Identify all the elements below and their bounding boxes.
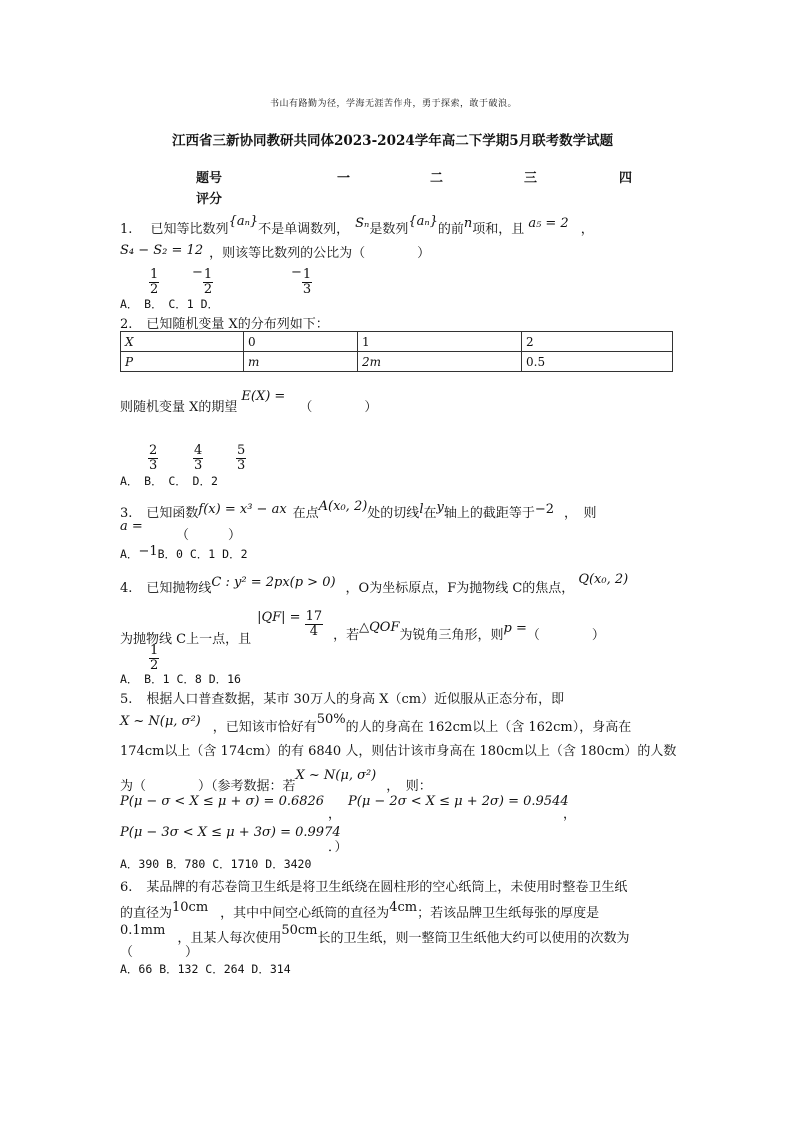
q6-math-50: 50cm — [281, 923, 318, 938]
q2-frac-b — [193, 444, 203, 472]
q1-math-an2: {aₙ} — [408, 214, 438, 229]
q4-line2 — [120, 601, 605, 647]
q2-frac-c — [236, 444, 246, 472]
q4-math-c: C : y² = 2px(p > 0) — [211, 575, 336, 590]
q4-text-3: 为抛物线 C上一点，且 — [120, 631, 252, 647]
q1-math-an: {aₙ} — [228, 214, 259, 229]
q4-frac-a — [149, 644, 159, 672]
page-title: 江西省三新协同教研共同体2023-2024学年高二下学期5月联考数学试题 — [172, 133, 614, 149]
distribution-table — [120, 331, 673, 372]
q1-text-2: 不是单调数列， — [258, 222, 350, 237]
q4-frac-a-den: 2 — [150, 657, 159, 673]
table-cell: 0.5 — [522, 352, 673, 372]
q2-paren: （ ） — [299, 400, 378, 415]
q1-frac-b-sign: − — [192, 264, 203, 280]
q1-math-n: n — [463, 216, 473, 231]
score-col-1: 一 — [337, 171, 351, 186]
q3-text-5: 轴上的截距等于 — [443, 506, 535, 521]
q3-math-pt: A(x₀, 2) — [318, 499, 368, 514]
q6-text-2a: 的直径为 — [120, 906, 173, 921]
q5-line1 — [120, 688, 564, 707]
q3-options — [120, 546, 248, 562]
q5-number: 5. — [120, 692, 133, 707]
q6-line4: （ ） — [120, 945, 199, 960]
q2-line1 — [120, 313, 329, 332]
q6-line3 — [120, 919, 630, 946]
table-row — [121, 332, 673, 352]
q6-line1 — [120, 876, 627, 895]
q1-options: A． B． C．1 D． — [120, 297, 220, 311]
q6-text-2b: ，其中中间空心纸筒的直径为 — [220, 906, 390, 921]
q5-line2 — [120, 712, 632, 735]
q3-text-4: 在 — [423, 506, 437, 521]
q5-text-4a: 为（ ）（参考数据：若 — [120, 779, 296, 794]
q2-frac-a-den: 3 — [149, 457, 158, 473]
table-cell: 1 — [358, 332, 522, 352]
q4-number: 4. — [120, 581, 133, 596]
q5-text-4b: ， 则： — [386, 779, 432, 794]
table-cell: 0 — [244, 332, 358, 352]
q1-frac-d-den: 3 — [302, 281, 312, 297]
q3-math-a: a = — [120, 519, 143, 534]
q2-frac-b-den: 3 — [194, 457, 203, 473]
q4-text-4: ，若 — [333, 627, 360, 643]
q5-prob-2: P(μ − 2σ < X ≤ μ + 2σ) = 0.9544 — [348, 794, 569, 809]
q1-text: 已知等比数列 — [150, 222, 229, 237]
q3-opt-a-value: −1 — [138, 544, 158, 559]
q1-frac-a — [149, 268, 159, 296]
score-col-3: 三 — [524, 171, 538, 186]
q1-math-s: S₄ − S₂ = 12 — [120, 243, 204, 258]
q2-frac-c-num: 5 — [237, 443, 246, 458]
q5-options: A．390 B．780 C．1710 D．3420 — [120, 857, 312, 871]
q3-math-f: f(x) = x³ − ax — [198, 502, 287, 517]
q5-comma-2: ， — [563, 807, 577, 822]
q4-text: 已知抛物线 — [146, 581, 212, 596]
score-col-2: 二 — [430, 171, 444, 186]
score-col-4: 四 — [619, 171, 633, 186]
table-cell: P — [121, 352, 244, 372]
q6-number: 6. — [120, 880, 133, 895]
q6-math-10: 10cm — [172, 900, 209, 915]
q3-paren: （ ） — [176, 528, 242, 543]
q1-frac-b-num: 1 — [203, 267, 213, 282]
q1-text-4: 的前 — [437, 222, 464, 237]
q3-opt-a: A． — [120, 547, 139, 561]
q4-text-5: 为锐角三角形，则 — [399, 627, 504, 643]
table-cell: 2m — [358, 352, 522, 372]
q3-math-l: l — [419, 502, 424, 517]
q5-math-dist2: X ~ N(μ, σ²) — [295, 768, 377, 783]
score-row-label: 题号 — [196, 171, 223, 186]
q5-comma-1: ， — [328, 807, 342, 822]
q2-expectation — [120, 389, 378, 415]
q3-text-2: 在点 — [292, 506, 319, 521]
q2-frac-a — [148, 444, 158, 472]
q4-line1 — [120, 572, 629, 596]
q4-math-q: Q(x₀, 2) — [578, 572, 629, 587]
q1-frac-b — [192, 264, 213, 297]
q1-math-sn: Sₙ — [355, 216, 370, 231]
q1-text-6: ， — [580, 222, 594, 237]
q2-number: 2. — [120, 317, 133, 332]
q1-line2 — [120, 242, 430, 261]
q3-math-m2: −2 — [534, 502, 555, 517]
q5-math-dist: X ~ N(μ, σ²) — [120, 714, 201, 729]
q1-frac-d-num: 1 — [302, 267, 312, 282]
q2-math-exp: E(X) = — [241, 389, 286, 404]
q3-text: 已知函数 — [146, 506, 199, 521]
q2-text: 已知随机变量 X的分布列如下： — [146, 317, 329, 332]
q5-prob-1: P(μ − σ < X ≤ μ + σ) = 0.6826 — [120, 794, 325, 809]
q5-math-50: 50% — [316, 712, 346, 727]
q6-math-4: 4cm — [389, 900, 418, 915]
q6-options: A．66 B．132 C．264 D．314 — [120, 962, 291, 976]
q5-line3: 174cm以上（含 174cm）的有 6840 人，则估计该市身高在 180cm以上（含 180cm）的人数 — [120, 744, 677, 759]
q5-end: ．） — [328, 840, 348, 855]
q5-text-2b: 的人的身高在 162cm以上（含 162cm），身高在 — [345, 720, 632, 735]
q4-frac-a-num: 1 — [150, 643, 159, 658]
q4-options: A． B．1 C．8 D．16 — [120, 672, 241, 686]
q1-line1 — [120, 214, 594, 237]
q3-line3 — [120, 524, 241, 543]
q1-frac-a-num: 1 — [150, 267, 159, 282]
q1-text-5: 项和，且 — [472, 222, 525, 237]
table-cell: m — [244, 352, 358, 372]
q6-text-3b: 长的卫生纸，则一整筒卫生纸他大约可以使用的次数为 — [317, 931, 630, 946]
q2-frac-b-num: 4 — [194, 443, 203, 458]
q4-math-qf: |QF| = — [257, 609, 301, 625]
q2-options: A． B． C． D．2 — [120, 474, 218, 488]
q3-text-3: 处的切线 — [367, 506, 420, 521]
q1-text-3: 是数列 — [369, 222, 409, 237]
q1-frac-d — [291, 264, 312, 297]
q4-math-tri: △QOF — [359, 619, 400, 635]
score-row2-label: 评分 — [196, 192, 223, 207]
q2-frac-c-den: 3 — [237, 457, 246, 473]
q5-line4 — [120, 766, 432, 794]
q5-prob-3: P(μ − 3σ < X ≤ μ + 3σ) = 0.9974 — [120, 825, 341, 840]
q6-text-3a: ，且某人每次使用 — [177, 931, 282, 946]
q3-number: 3. — [120, 506, 133, 521]
q3-math-y: y — [436, 500, 444, 515]
q1-text-7: ，则该等比数列的公比为（ ） — [209, 246, 431, 261]
q1-number: 1. — [120, 222, 133, 237]
q3-line1 — [120, 499, 597, 521]
q6-math-01: 0.1mm — [120, 923, 166, 938]
q2-exp-text: 则随机变量 X的期望 — [120, 400, 238, 415]
q2-frac-a-num: 2 — [149, 443, 158, 458]
q5-text-2a: ，已知该市恰好有 — [212, 720, 317, 735]
q6-text-2c: ；若该品牌卫生纸每张的厚度是 — [417, 906, 600, 921]
table-cell: 2 — [522, 332, 673, 352]
q5-text: 根据人口普查数据，某市 30万人的身高 X（cm）近似服从正态分布，即 — [146, 692, 565, 707]
q4-math-p: p = — [503, 620, 527, 636]
table-cell: X — [121, 332, 244, 352]
motto: 书山有路勤为径，学海无涯苦作舟，勇于探索，敢于破浪。 — [270, 99, 518, 109]
q1-math-a5: a₅ = 2 — [528, 216, 569, 231]
q6-text: 某品牌的有芯卷筒卫生纸是将卫生纸绕在圆柱形的空心纸筒上，未使用时整卷卫生纸 — [146, 880, 628, 895]
q4-frac-num: 17 — [305, 609, 323, 624]
q1-frac-d-sign: − — [291, 264, 302, 280]
table-row — [121, 352, 673, 372]
q1-frac-b-den: 2 — [203, 281, 213, 297]
q1-frac-a-den: 2 — [150, 281, 159, 297]
q4-frac-den: 4 — [309, 623, 318, 639]
q4-text-2: ，O为坐标原点，F为抛物线 C的焦点， — [345, 581, 575, 596]
q3-text-6: ， 则 — [564, 506, 597, 521]
q4-paren: （ ） — [526, 627, 605, 643]
q3-opt-rest: B．0 C．1 D．2 — [157, 547, 248, 561]
